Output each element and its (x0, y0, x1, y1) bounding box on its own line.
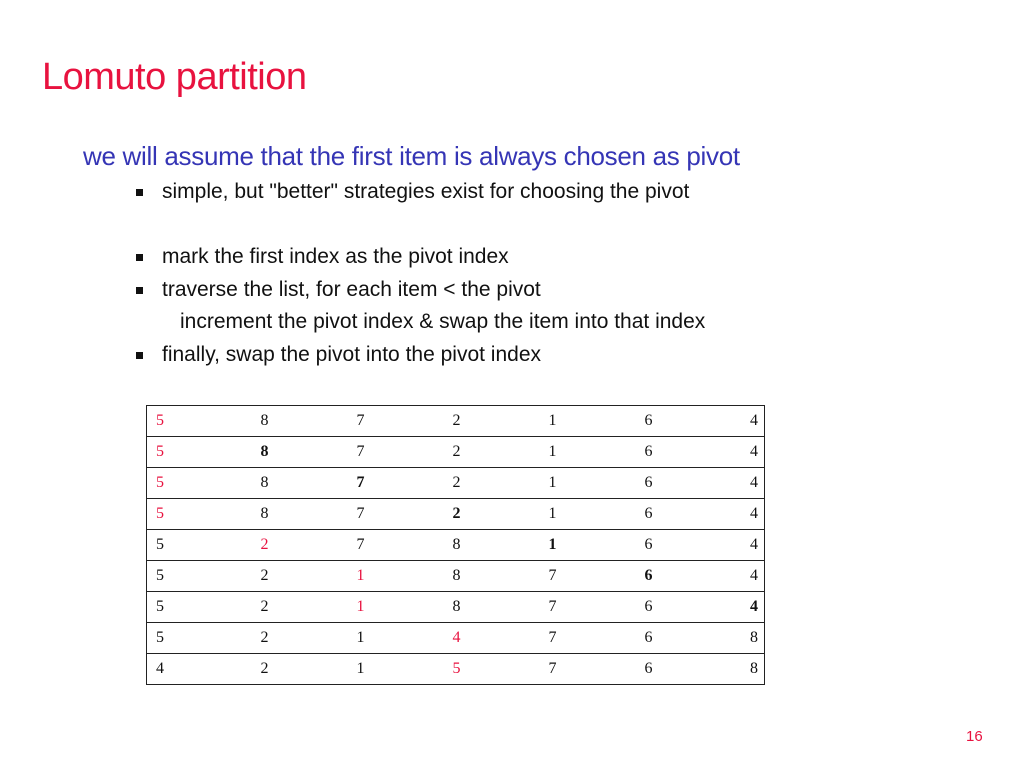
table-cell: 5 (147, 561, 252, 592)
table-cell: 1 (540, 468, 636, 499)
table-cell: 1 (540, 437, 636, 468)
table-body (147, 406, 765, 685)
table-cell: 4 (732, 592, 765, 623)
table-cell: 7 (348, 499, 444, 530)
table-row (147, 499, 765, 530)
table-cell: 8 (732, 654, 765, 685)
table-cell: 6 (636, 499, 732, 530)
table-cell: 8 (252, 499, 348, 530)
table-cell: 5 (444, 654, 540, 685)
table-row (147, 437, 765, 468)
table-cell: 4 (444, 623, 540, 654)
partition-steps-table (146, 405, 765, 685)
table-cell: 1 (540, 406, 636, 437)
table-row (147, 530, 765, 561)
table-cell: 2 (252, 623, 348, 654)
table-cell: 5 (147, 623, 252, 654)
table-cell: 2 (444, 499, 540, 530)
table-cell: 2 (252, 592, 348, 623)
table-cell: 1 (540, 530, 636, 561)
table-cell: 6 (636, 592, 732, 623)
table-cell: 1 (348, 623, 444, 654)
table-cell: 6 (636, 654, 732, 685)
bullet-text: simple, but "better" strategies exist for choosing the pivot (162, 180, 690, 203)
bullet-text: traverse the list, for each item < the pivot (162, 277, 541, 301)
table-cell: 6 (636, 468, 732, 499)
table-cell: 6 (636, 406, 732, 437)
bullet-text: mark the first index as the pivot index (162, 245, 509, 268)
table-row (147, 468, 765, 499)
table-row (147, 654, 765, 685)
table-cell: 7 (348, 468, 444, 499)
bullet-continuation (132, 306, 705, 339)
table-cell: 4 (732, 437, 765, 468)
table-cell: 5 (147, 437, 252, 468)
table-cell: 5 (147, 499, 252, 530)
table-cell: 4 (732, 406, 765, 437)
slide-title: Lomuto partition (42, 56, 307, 98)
table-cell: 4 (732, 499, 765, 530)
table-cell: 8 (444, 530, 540, 561)
slide-subtitle: we will assume that the first item is always chosen as pivot (83, 141, 740, 171)
table-cell: 1 (348, 561, 444, 592)
table-cell: 7 (348, 406, 444, 437)
table-cell: 2 (444, 437, 540, 468)
table-cell: 5 (147, 530, 252, 561)
table-cell: 1 (348, 654, 444, 685)
square-bullet-icon (136, 352, 143, 359)
bullet-text: increment the pivot index & swap the item into that index (180, 310, 706, 333)
table-cell: 2 (444, 468, 540, 499)
table-row (147, 406, 765, 437)
table-cell: 6 (636, 561, 732, 592)
bullet-spacer (132, 209, 705, 242)
table-cell: 2 (252, 530, 348, 561)
table-cell: 6 (636, 530, 732, 561)
table-cell: 5 (147, 592, 252, 623)
table-cell: 2 (252, 561, 348, 592)
table-cell: 4 (732, 561, 765, 592)
table-cell: 5 (147, 406, 252, 437)
table-cell: 7 (540, 623, 636, 654)
bullet-item (132, 339, 705, 372)
bullet-item (132, 176, 705, 209)
table-cell: 4 (732, 468, 765, 499)
table-cell: 5 (147, 468, 252, 499)
table-cell: 8 (252, 468, 348, 499)
table-cell: 8 (444, 561, 540, 592)
table-cell: 1 (540, 499, 636, 530)
table-cell: 7 (540, 654, 636, 685)
table-cell: 4 (147, 654, 252, 685)
table-cell: 2 (252, 654, 348, 685)
table-cell: 6 (636, 623, 732, 654)
table-row (147, 592, 765, 623)
table-cell: 8 (444, 592, 540, 623)
bullet-list (132, 176, 705, 371)
page-number: 16 (966, 728, 983, 745)
table-cell: 7 (348, 437, 444, 468)
table-row (147, 623, 765, 654)
table-cell: 8 (732, 623, 765, 654)
table-cell: 8 (252, 437, 348, 468)
bullet-item (132, 241, 705, 274)
bullet-item (132, 274, 705, 307)
table-row (147, 561, 765, 592)
square-bullet-icon (136, 254, 143, 261)
square-bullet-icon (136, 189, 143, 196)
table-cell: 2 (444, 406, 540, 437)
bullet-text: finally, swap the pivot into the pivot index (162, 342, 541, 366)
square-bullet-icon (136, 287, 143, 294)
table-cell: 4 (732, 530, 765, 561)
table-cell: 7 (540, 592, 636, 623)
table-cell: 7 (348, 530, 444, 561)
table-cell: 7 (540, 561, 636, 592)
table-cell: 1 (348, 592, 444, 623)
table-cell: 8 (252, 406, 348, 437)
table-cell: 6 (636, 437, 732, 468)
